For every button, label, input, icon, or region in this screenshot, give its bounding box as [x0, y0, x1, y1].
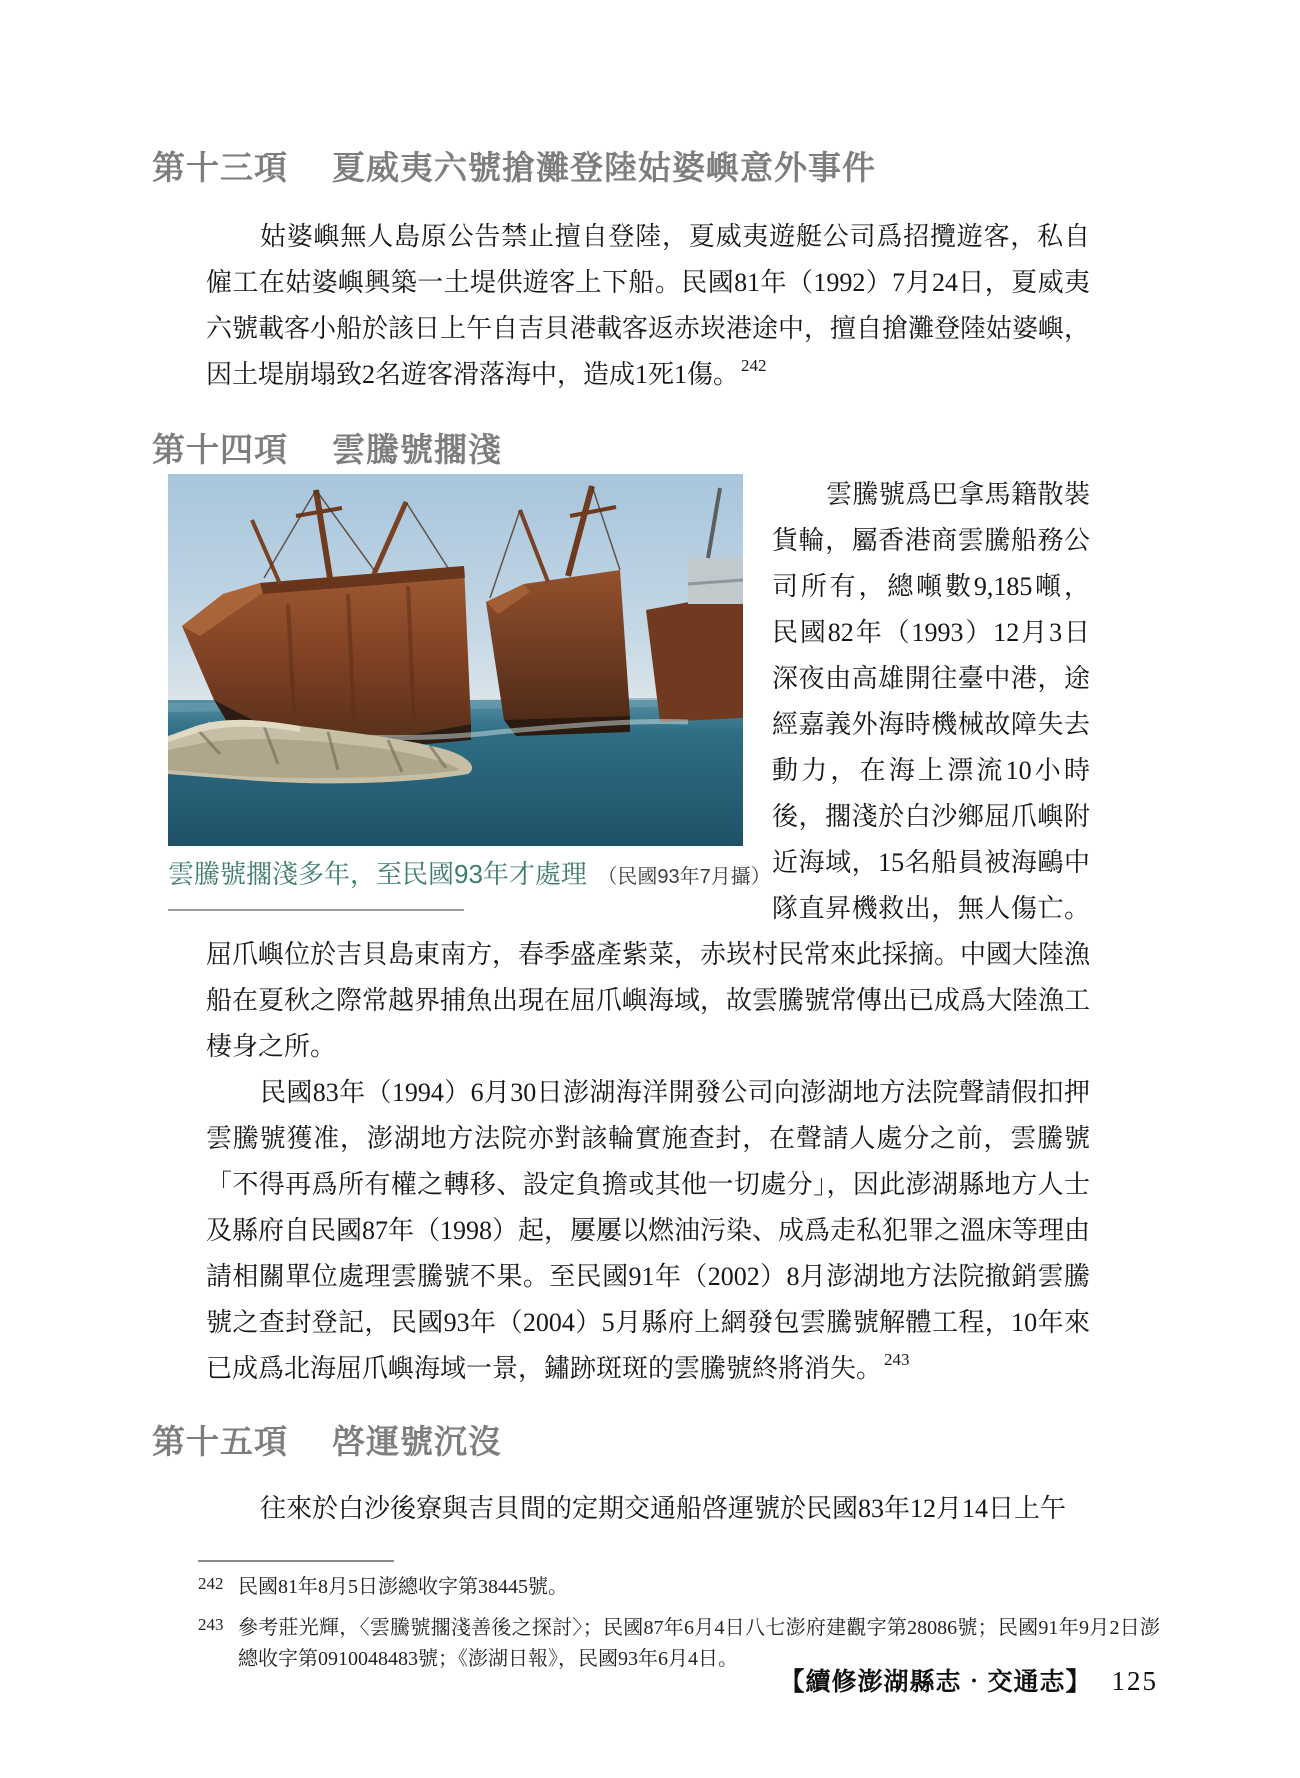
- section-14-text-1: 雲騰號爲巴拿馬籍散裝貨輪，屬香港商雲騰船務公司所有，總噸數9,185噸，民國82年（1993）12月3日深夜由高雄開往臺中港，途經嘉義外海時機械故障失去動力，在海上漂流10小時後，擱淺於白沙鄉屈爪嶼附近海域，15名船員被海鷗中隊直昇機救出，無人傷亡。屈爪嶼位於吉貝島東南方，春季盛產紫菜，赤崁村民常來此採摘。中國大陸漁船在夏秋之際常越界捕魚出現在屈爪嶼海域，故雲騰號常傳出已成爲大陸漁工棲身之所。: [206, 480, 1091, 1061]
- section-13-title: 夏威夷六號搶灘登陸姑婆嶼意外事件: [332, 149, 876, 186]
- section-15-heading: [152, 1422, 1090, 1462]
- page-content: [152, 148, 1160, 1675]
- footnote-separator-rule: [198, 1560, 394, 1562]
- section-15-paragraph: [206, 1486, 1090, 1532]
- section-13-heading: [152, 148, 1090, 188]
- section-13-number: 第十三項: [152, 149, 288, 186]
- footnote-ref-243: 243: [884, 1350, 910, 1369]
- footer-book-title: 【續修澎湖縣志‧交通志】: [779, 1669, 1092, 1696]
- section-13-text: 姑婆嶼無人島原公告禁止擅自登陸，夏威夷遊艇公司爲招攬遊客，私自僱工在姑婆嶼興築一土堤供遊客上下船。民國81年（1992）7月24日，夏威夷六號載客小船於該日上午自吉貝港載客返赤崁港途中，擅自搶灘登陸姑婆嶼，因土堤崩塌致2名遊客滑落海中，造成1死1傷。: [206, 222, 1091, 389]
- footnote-242-number: 242: [198, 1574, 224, 1593]
- footnote-ref-242: 242: [741, 356, 767, 375]
- section-14-title: 雲騰號擱淺: [332, 431, 502, 468]
- section-14-paragraph-2: [206, 1070, 1090, 1392]
- section-13-paragraph: [206, 214, 1090, 398]
- section-14-text-2: 民國83年（1994）6月30日澎湖海洋開發公司向澎湖地方法院聲請假扣押雲騰號獲准，澎湖地方法院亦對該輪實施查封，在聲請人處分之前，雲騰號「不得再爲所有權之轉移、設定負擔或其他一切處分」，因此澎湖縣地方人士及縣府自民國87年（1998）起，屢屢以燃油污染、成爲走私犯罪之溫床等理由請相關單位處理雲騰號不果。至民國91年（2002）8月澎湖地方法院撤銷雲騰號之查封登記，民國93年（2004）5月縣府上網發包雲騰號解體工程，10年來已成爲北海屈爪嶼海域一景，鏽跡斑斑的雲騰號終將消失。: [206, 1078, 1091, 1383]
- shipwreck-photo: [168, 474, 743, 846]
- footnotes-block: [198, 1560, 1160, 1675]
- shipwreck-figure: [168, 474, 771, 911]
- section-14-body: [152, 472, 1090, 1392]
- section-15-number: 第十五項: [152, 1423, 288, 1460]
- section-14-heading: [152, 430, 1090, 470]
- footnote-242-text: 民國81年8月5日澎總收字第38445號。: [238, 1576, 568, 1598]
- section-14-number: 第十四項: [152, 431, 288, 468]
- footnote-242: [198, 1572, 1160, 1603]
- caption-divider-rule: [168, 909, 464, 911]
- section-15-text: 往來於白沙後寮與吉貝間的定期交通船啓運號於民國83年12月14日上午: [260, 1494, 1067, 1523]
- page-footer: [779, 1662, 1158, 1698]
- section-15-title: 啓運號沉沒: [332, 1423, 502, 1460]
- footnote-243-number: 243: [198, 1615, 224, 1634]
- footer-page-number: 125: [1111, 1666, 1158, 1696]
- figure-caption-credit: （民國93年7月攝）: [597, 866, 771, 888]
- shipwreck-photo-illustration: [168, 474, 743, 846]
- footnote-243-text: 參考莊光輝，〈雲騰號擱淺善後之探討〉；民國87年6月4日八七澎府建觀字第28086號；民國91年9月2日澎總收字第0910048483號；《澎湖日報》，民國93年6月4日。: [238, 1617, 1160, 1670]
- figure-caption-text: 雲騰號擱淺多年，至民國93年才處理: [168, 859, 587, 889]
- figure-caption: [168, 858, 771, 895]
